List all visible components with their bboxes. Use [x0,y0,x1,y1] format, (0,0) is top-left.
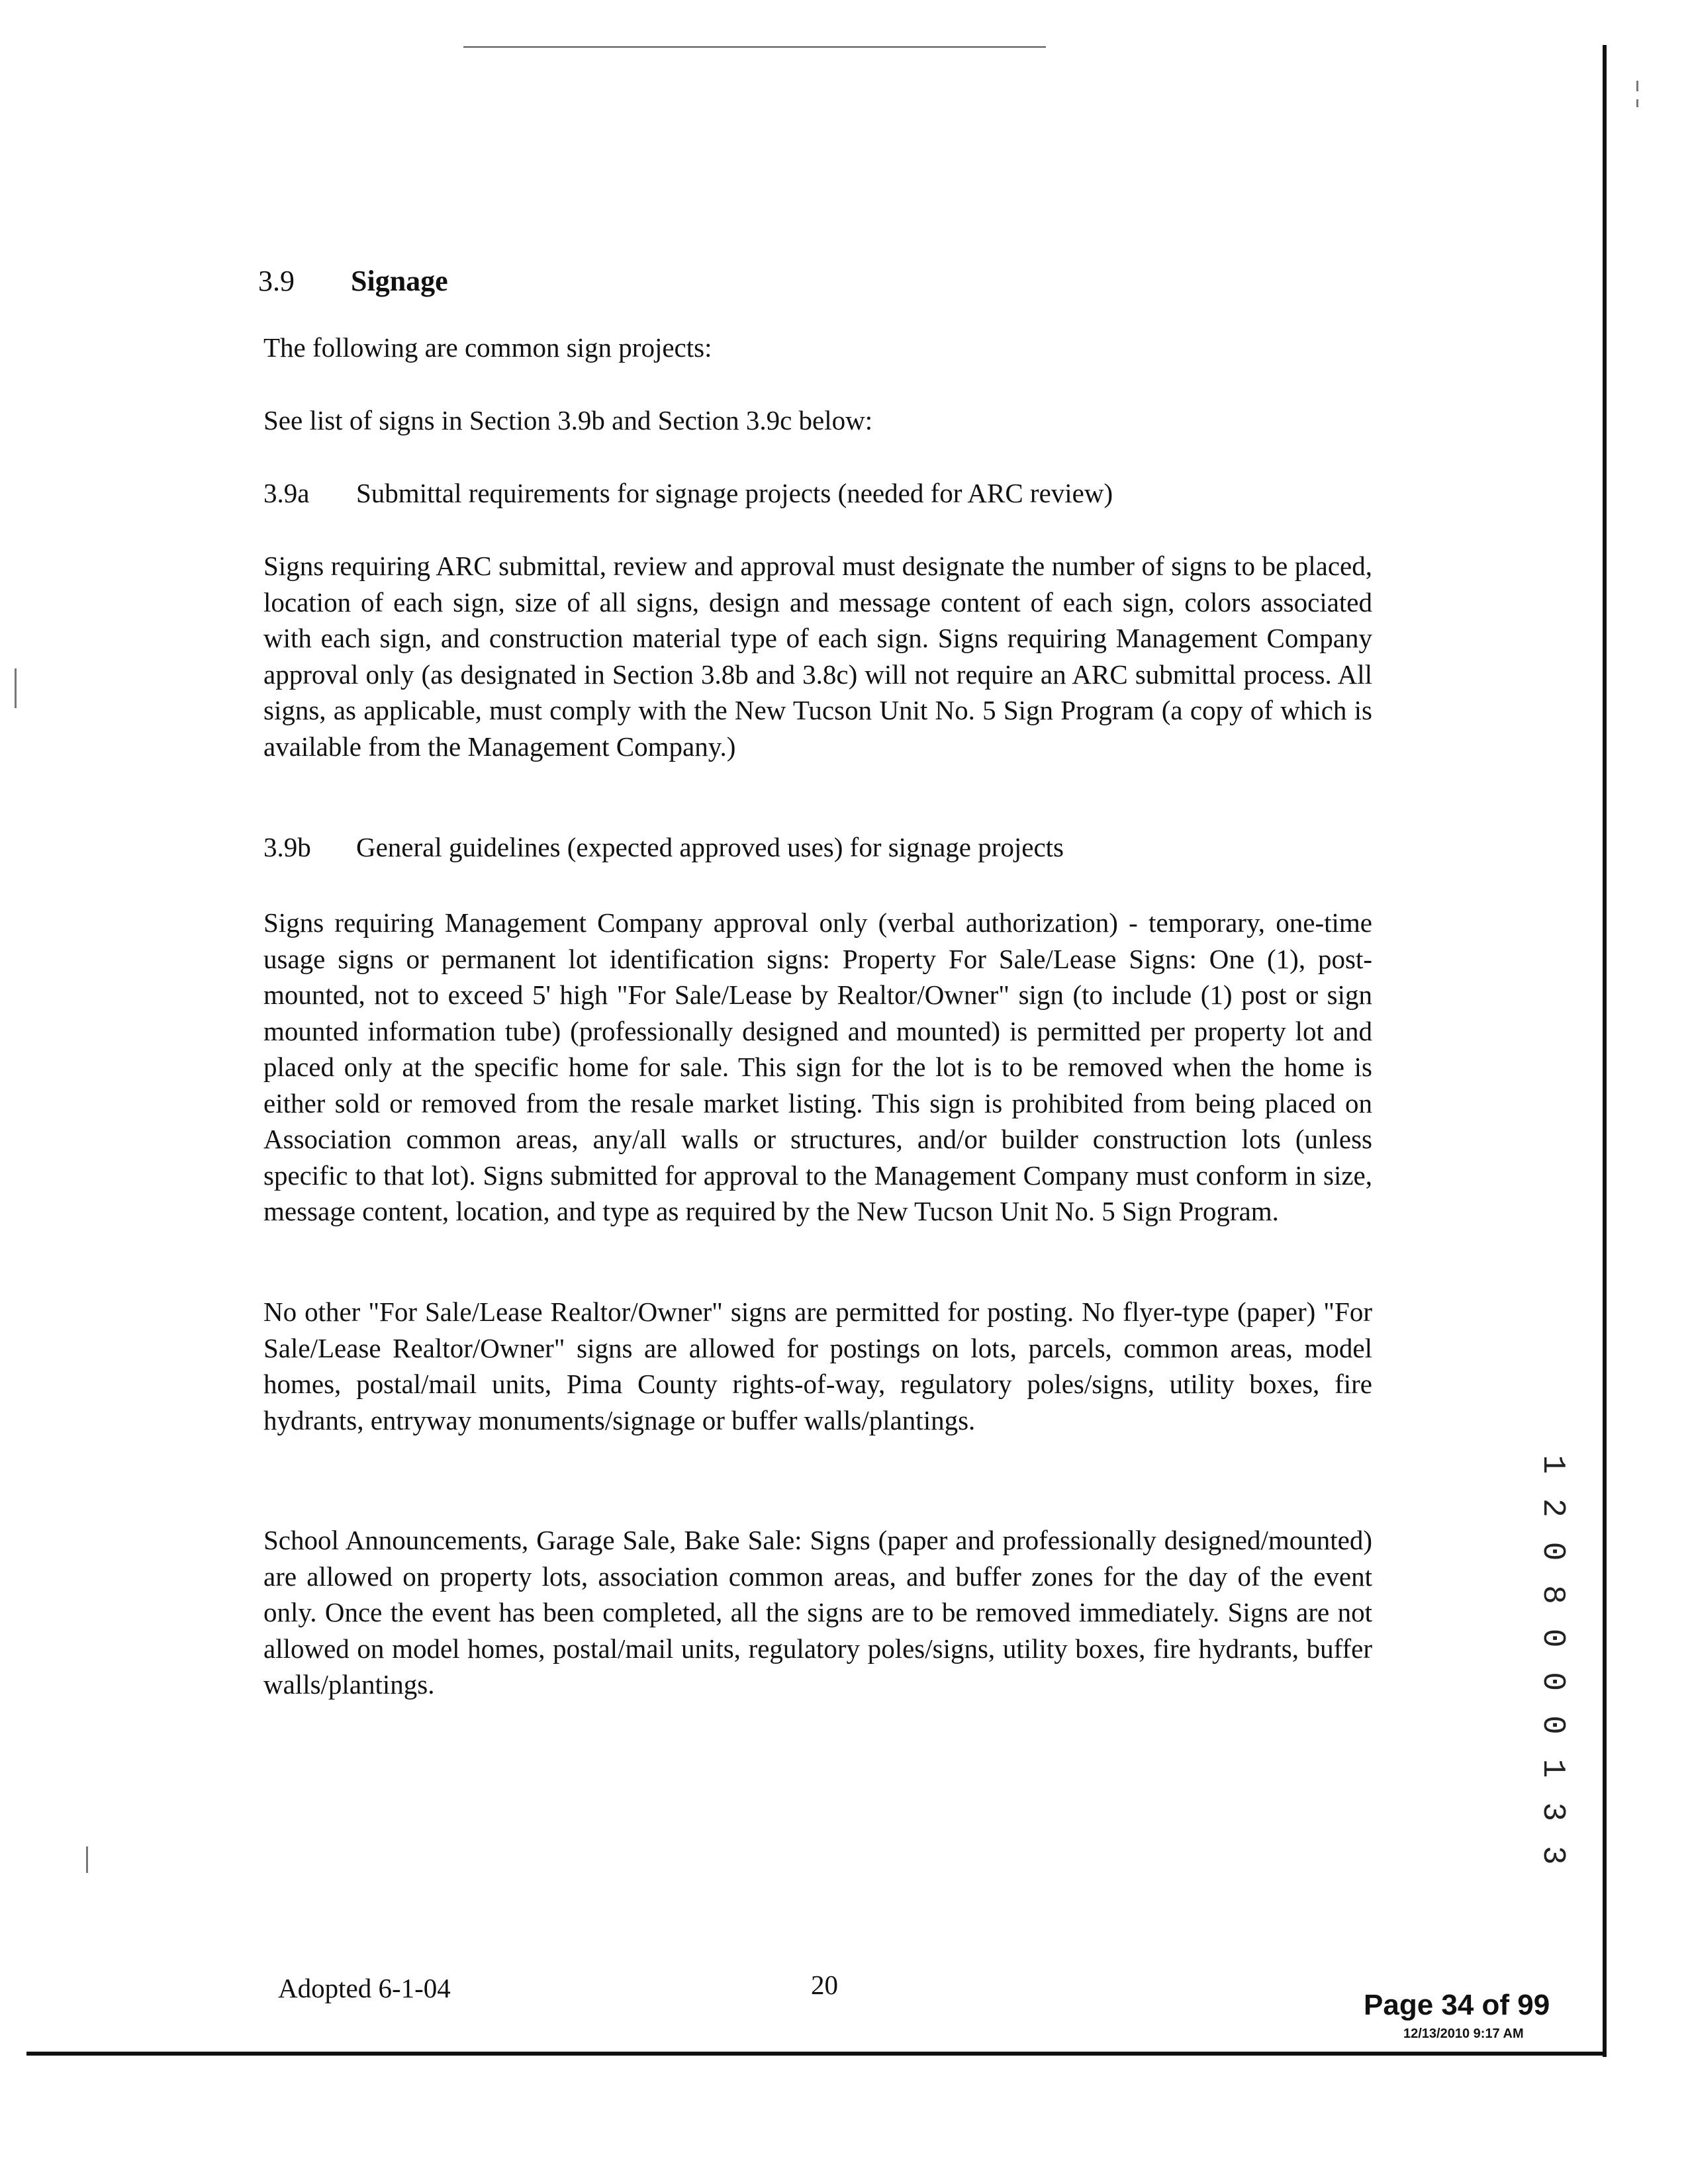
subsection-heading-3-9a [263,475,1372,512]
footer-page-number: 20 [811,1970,838,2000]
subsection-number: 3.9a [263,478,310,508]
subsection-number: 3.9b [263,832,311,862]
bates-stamp [1523,1455,1582,1868]
scan-mark [1636,81,1638,91]
subsection-3-9b-paragraph-3: School Announcements, Garage Sale, Bake Sale: Signs (paper and professionally designed/mounted) are allowed on property lots, association common areas, and buffer zones for the day of the event only. Once the event has been completed, all the signs are to be removed immediately. Signs are not allowed on model homes, postal/mail units, regulatory poles/signs, utility boxes, fire hydrants, buffer walls/plantings. [263,1525,1372,1700]
section-number: 3.9 [258,265,295,297]
scan-mark [15,668,17,708]
subsection-3-9a-body: Signs requiring ARC submittal, review and approval must designate the number of signs to be placed, location of each sign, size of all signs, design and message content of each sign, colors associated with each sign, and construction material type of each sign. Signs requiring Management Company approval only (as designated in Section 3.8b and 3.8c) will not require an ARC submittal process. All signs, as applicable, must comply with the New Tucson Unit No. 5 Sign Program (a copy of which is available from the Management Company.) [263,551,1372,762]
subsection-3-9b-paragraph-2: No other "For Sale/Lease Realtor/Owner" signs are permitted for posting. No flyer-type (paper) "For Sale/Lease Realtor/Owner" signs are allowed for postings on lots, parcels, common areas, model homes, postal/mail units, Pima County rights-of-way, regulatory poles/signs, utility boxes, fire hydrants, entryway monuments/signage or buffer walls/plantings. [263,1297,1372,1435]
section-title: Signage [351,265,448,297]
subsection-title: Submittal requirements for signage projects (needed for ARC review) [356,478,1113,508]
see-list-paragraph: See list of signs in Section 3.9b and Section 3.9c below: [263,405,873,435]
bates-number: 1 2 0 8 0 0 0 1 3 3 [1534,1455,1570,1868]
right-border-line [1603,45,1607,2057]
section-heading [258,263,448,299]
subsection-title: General guidelines (expected approved uses) for signage projects [356,832,1064,862]
scan-mark [1636,99,1638,107]
subsection-3-9b-paragraph-1: Signs requiring Management Company approval only (verbal authorization) - temporary, one-time usage signs or permanent lot identification signs: Property For Sale/Lease Signs: One (1), post-mounted, not to exceed 5' high "For Sale/Lease by Realtor/Owner" sign (to include (1) post or sign mounted information tube) (professionally designed and mounted) is permitted per property lot and placed only at the specific home for sale. This sign for the lot is to be removed when the home is either sold or removed from the resale market listing. This sign is prohibited from being placed on Association common areas, any/all walls or structures, and/or builder construction lots (unless specific to that lot). Signs submitted for approval to the Management Company must conform in size, message content, location, and type as required by the New Tucson Unit No. 5 Sign Program. [263,907,1372,1226]
subsection-heading-3-9b [263,829,1372,866]
print-timestamp: 12/13/2010 9:17 AM [1403,2026,1524,2041]
page-of-label: Page 34 of 99 [1364,1989,1550,2021]
bottom-border-line [26,2052,1607,2056]
footer-adopted-date: Adopted 6-1-04 [278,1973,451,2003]
top-rule [463,46,1046,48]
intro-paragraph: The following are common sign projects: [263,332,712,363]
scan-mark [86,1846,88,1873]
